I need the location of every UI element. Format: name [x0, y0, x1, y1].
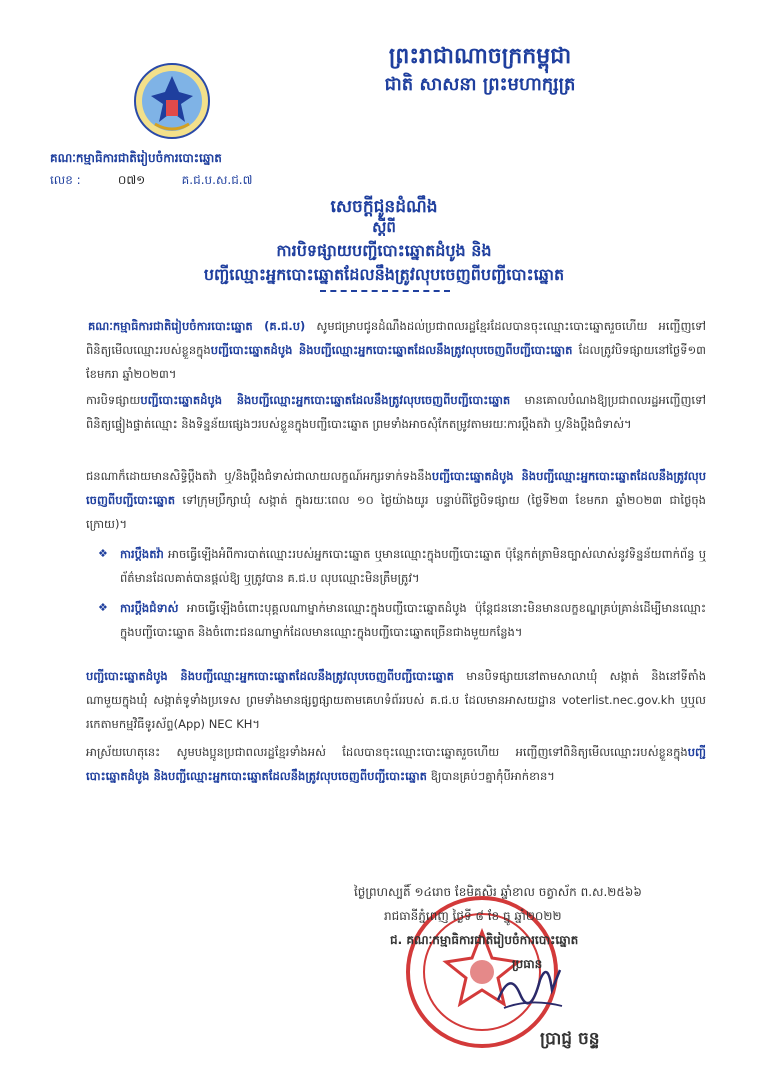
doc-title: សេចក្តីជូនដំណឹង	[330, 197, 438, 217]
nec-logo	[133, 62, 211, 140]
lunar-date: ថ្ងៃព្រហស្បតិ៍ ១៤រោច ខែមិគសិរ ឆ្នាំខាល ចត្វាស័ក ព.ស.២៥៦៦	[354, 885, 642, 899]
solar-date: រាជធានីភ្នំពេញ ថ្ងៃទី ៨ ខែ ធ្នូ ឆ្នាំ២០២២	[384, 909, 562, 923]
ref-number: ០៧១	[117, 173, 146, 187]
paragraph-3: ជនណាក៏ដោយមានសិទ្ធិប្តឹងតវ៉ា ឬ/និងប្តឹងជំទាស់ជាលាយលក្ខណ៍អក្សរទាក់ទងនឹងបញ្ជីបោះឆ្នោតដំបូង និងបញ្ជីឈ្មោះអ្នកបោះឆ្នោតដែលនឹងត្រូវលុបចេញពីបញ្ជីបោះឆ្នោត ទៅក្រុមប្រឹក្សាឃុំ សង្កាត់ ក្នុងរយៈពេល ១០ ថ្ងៃយ៉ាងយូរ បន្ទាប់ពីថ្ងៃបិទផ្សាយ (ថ្ងៃទី២៣ ខែមករា ឆ្នាំ២០២៣ ជាថ្ងៃចុងក្រោយ)។	[86, 469, 706, 531]
doc-subject-line1: ការបិទផ្សាយបញ្ជីបោះឆ្នោតដំបូង និង	[276, 241, 492, 260]
ref-label: លេខ :	[50, 173, 81, 187]
title-divider	[320, 290, 450, 292]
reference-row	[50, 172, 252, 190]
national-motto: ជាតិ សាសនា ព្រះមហាក្សត្រ	[384, 74, 576, 95]
signatory-org: ជ. គណៈកម្មាធិការជាតិរៀបចំការបោះឆ្នោត	[390, 933, 579, 947]
diamond-bullet-icon: ❖	[98, 601, 108, 614]
bullet-complaint: ❖ ការប្តឹងតវ៉ា អាចធ្វើឡើងអំពីការបាត់ឈ្មោះរបស់អ្នកបោះឆ្នោត ឬមានឈ្មោះក្នុងបញ្ជីបោះឆ្នោត ប៉ុន្តែកត់ត្រាមិនច្បាស់លាស់នូវទិន្នន័យពាក់ព័ន្ធ ឬព័ត៌មានដែលគាត់បានផ្តល់ឱ្យ ឬត្រូវបាន គ.ជ.ប លុបឈ្មោះមិនត្រឹមត្រូវ។	[120, 542, 706, 590]
diamond-bullet-icon: ❖	[98, 547, 108, 560]
kingdom-heading: ព្រះរាជាណាចក្រកម្ពុជា	[388, 44, 572, 69]
doc-title-about: ស្តីពី	[372, 218, 396, 236]
paragraph-4: បញ្ជីបោះឆ្នោតដំបូង និងបញ្ជីឈ្មោះអ្នកបោះឆ្នោតដែលនឹងត្រូវលុបចេញពីបញ្ជីបោះឆ្នោត មានបិទផ្សាយនៅតាមសាលាឃុំ សង្កាត់ និងនៅទីតាំងណាមួយក្នុងឃុំ សង្កាត់ទូទាំងប្រទេស ព្រមទាំងមានផ្សព្វផ្សាយតាមគេហទំព័ររបស់ គ.ជ.ប ដែលមានអាសយដ្ឋាន voterlist.nec.gov.kh ឬឬលរកេតាមកម្មវិធីទូរស័ព្ទ(App) NEC KH។	[86, 669, 706, 731]
signatory-title: ប្រធាន	[512, 957, 543, 971]
paragraph-2: ការបិទផ្សាយបញ្ជីបោះឆ្នោតដំបូង និងបញ្ជីឈ្មោះអ្នកបោះឆ្នោតដែលនឹងត្រូវលុបចេញពីបញ្ជីបោះឆ្នោត មានគោលបំណងឱ្យប្រជាពលរដ្ឋអញ្ជើញទៅពិនិត្យផ្ទៀងផ្ទាត់ឈ្មោះ និងទិន្នន័យផ្សេងៗរបស់ខ្លួនក្នុងបញ្ជីបោះឆ្នោត ព្រមទាំងអាចសុំកែតម្រូវតាមរយៈការប្តឹងតវ៉ា ឬ/និងប្តឹងជំទាស់។	[86, 393, 706, 431]
org-name: គណៈកម្មាធិការជាតិរៀបចំការបោះឆ្នោត	[50, 151, 222, 165]
paragraph-5: អាស្រ័យហេតុនេះ សូមបងប្អូនប្រជាពលរដ្ឋខ្មែរទាំងអស់ ដែលបានចុះឈ្មោះបោះឆ្នោតរួចហើយ អញ្ជើញទៅពិនិត្យមើលឈ្មោះរបស់ខ្លួនក្នុងបញ្ជីបោះឆ្នោតដំបូង និងបញ្ជីឈ្មោះអ្នកបោះឆ្នោតដែលនឹងត្រូវលុបចេញពីបញ្ជីបោះឆ្នោត ឱ្យបានគ្រប់ៗគ្នាកុំបីអាក់ខាន។	[86, 745, 706, 783]
ref-code: គ.ជ.ប.ស.ជ.៧	[181, 173, 253, 187]
signer-name: ប្រាជ្ញ ចន្ទ	[540, 1029, 600, 1049]
doc-subject-line2: បញ្ជីឈ្មោះអ្នកបោះឆ្នោតដែលនឹងត្រូវលុបចេញពីបញ្ជីបោះឆ្នោត	[203, 265, 565, 284]
paragraph-1: គណៈកម្មាធិការជាតិរៀបចំការបោះឆ្នោត (គ.ជ.ប) សូមជម្រាបជូនដំណឹងដល់ប្រជាពលរដ្ឋខ្មែរដែលបានចុះឈ្មោះបោះឆ្នោតរួចហើយ អញ្ជើញទៅពិនិត្យមើលឈ្មោះរបស់ខ្លួនក្នុងបញ្ជីបោះឆ្នោតដំបូង និងបញ្ជីឈ្មោះអ្នកបោះឆ្នោតដែលនឹងត្រូវលុបចេញពីបញ្ជីបោះឆ្នោត ដែលត្រូវបិទផ្សាយនៅថ្ងៃទី១៣ ខែមករា ឆ្នាំ២០២៣។	[86, 319, 707, 381]
bullet-objection: ❖ ការប្តឹងជំទាស់ អាចធ្វើឡើងចំពោះបុគ្គលណាម្នាក់មានឈ្មោះក្នុងបញ្ជីបោះឆ្នោតដំបូង ប៉ុន្តែជននោះមិនមានលក្ខខណ្ឌគ្រប់គ្រាន់ដើម្បីមានឈ្មោះក្នុងបញ្ជីបោះឆ្នោត និងចំពោះជនណាម្នាក់ដែលមានឈ្មោះក្នុងបញ្ជីបោះឆ្នោតច្រើនជាងមួយកន្លែង។	[120, 596, 706, 644]
